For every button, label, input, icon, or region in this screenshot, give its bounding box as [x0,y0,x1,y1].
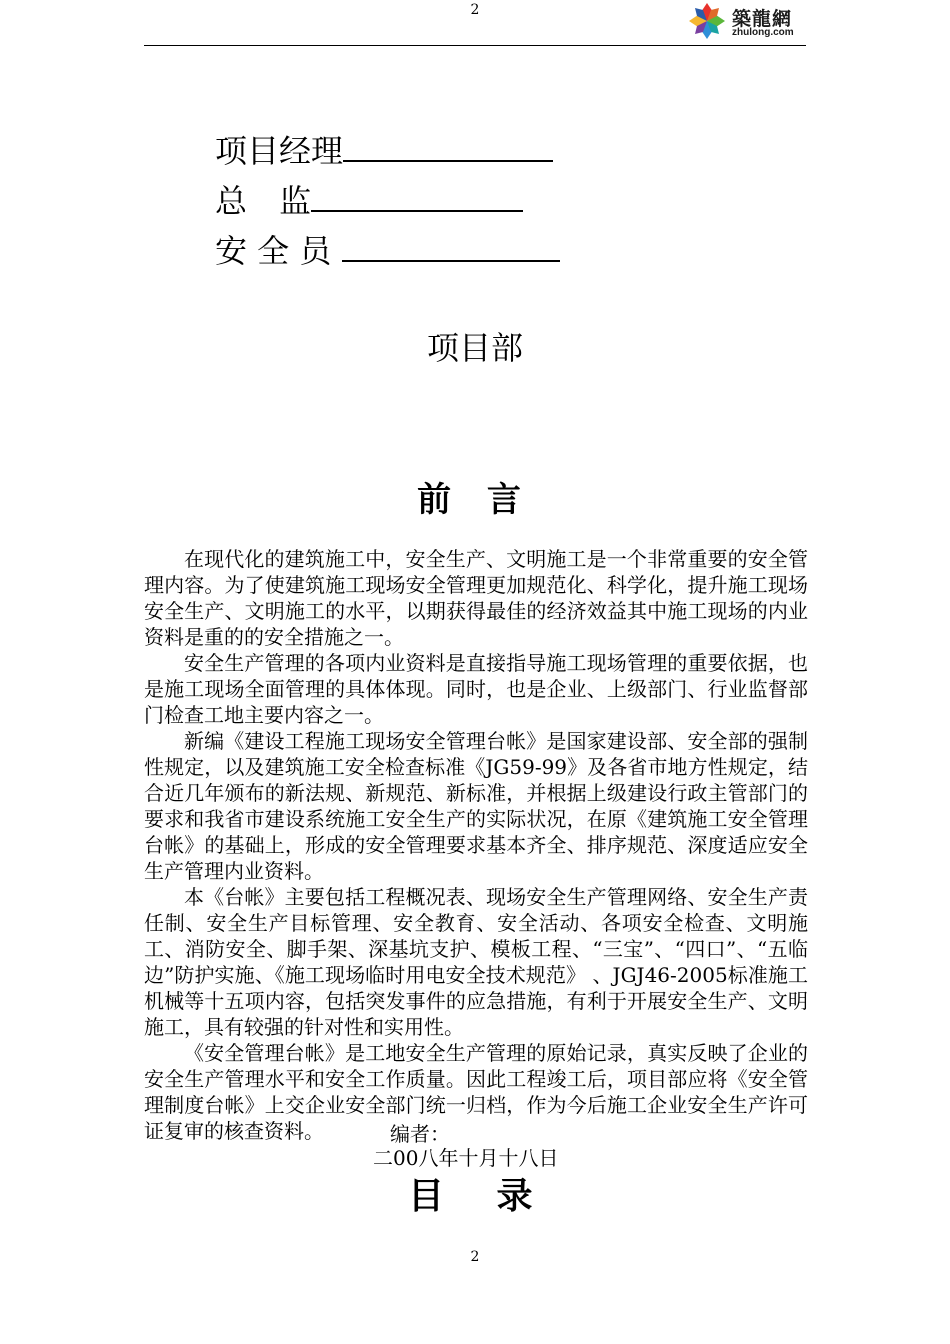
preface-paragraph: 在现代化的建筑施工中，安全生产、文明施工是一个非常重要的安全管理内容。为了使建筑施工现场安全管理更加规范化、科学化，提升施工现场安全生产、文明施工的水平，以期获得最佳的经济效益其中施工现场的内业资料是重的的安全措施之一。 [144,547,808,649]
footer-page-number: 2 [470,1249,480,1265]
logo-chinese-text: 築龍網 [732,8,793,30]
department-name: 项目部 [426,329,523,367]
preface-paragraph: 新编《建设工程施工现场安全管理台帐》是国家建设部、安全部的强制性规定，以及建筑施工安全检查标准《JG59-99》及各省市地方性规定，结合近几年颁布的新法规、新规范、新标准，并根据上级建设行政主管部门的要求和我省市建设系统施工安全生产的实际状况，在原《建筑施工安全管理台帐》的基础上，形成的安全管理要求基本齐全、排序规范、深度适应安全生产管理内业资料。 [144,729,808,883]
header-rule [144,45,806,46]
signature-blank [342,230,560,262]
editor-label: 编者： [390,1122,450,1146]
signature-project-manager [215,130,553,171]
signature-blank [343,130,553,162]
preface-paragraph: 本《台帐》主要包括工程概况表、现场安全生产管理网络、安全生产责任制、安全生产目标管理、安全教育、安全活动、各项安全检查、文明施工、消防安全、脚手架、深基坑支护、模板工程、“三宝”、“四口”、“五临边”防护实施、《施工现场临时用电安全技术规范》 、JGJ46-2005标准施工机械等十五项内容，包括突发事件的应急措施，有利于开展安全生产、文明施工，具有较强的针对性和实用性。 [144,885,808,1039]
toc-title-text: 目 录 [408,1175,533,1217]
zhulong-logo-icon [686,1,728,41]
toc-title [408,1172,533,1220]
signature-chief-supervisor [215,180,523,221]
header-page-number: 2 [470,2,480,18]
preface-date: 二00八年十月十八日 [373,1146,559,1170]
preface-body [144,546,808,1144]
signature-label: 安 全 员 [215,232,332,270]
signature-label: 总 监 [215,182,312,220]
logo-domain-text: zhulong.com [732,27,794,38]
preface-paragraph: 《安全管理台帐》是工地安全生产管理的原始记录，真实反映了企业的安全生产管理水平和安全工作质量。因此工程竣工后，项目部应将《安全管理制度台帐》上交企业安全部门统一归档，作为今后施工企业安全生产许可证复审的核查资料。 [144,1041,808,1143]
signature-safety-officer [215,230,560,271]
signature-label: 项目经理 [215,132,344,170]
signature-blank [311,180,523,212]
zhulong-logo [686,1,811,41]
preface-paragraph: 安全生产管理的各项内业资料是直接指导施工现场管理的重要依据，也是施工现场全面管理的具体体现。同时，也是企业、上级部门、行业监督部门检查工地主要内容之一。 [144,651,808,727]
preface-title: 前 言 [417,480,533,520]
